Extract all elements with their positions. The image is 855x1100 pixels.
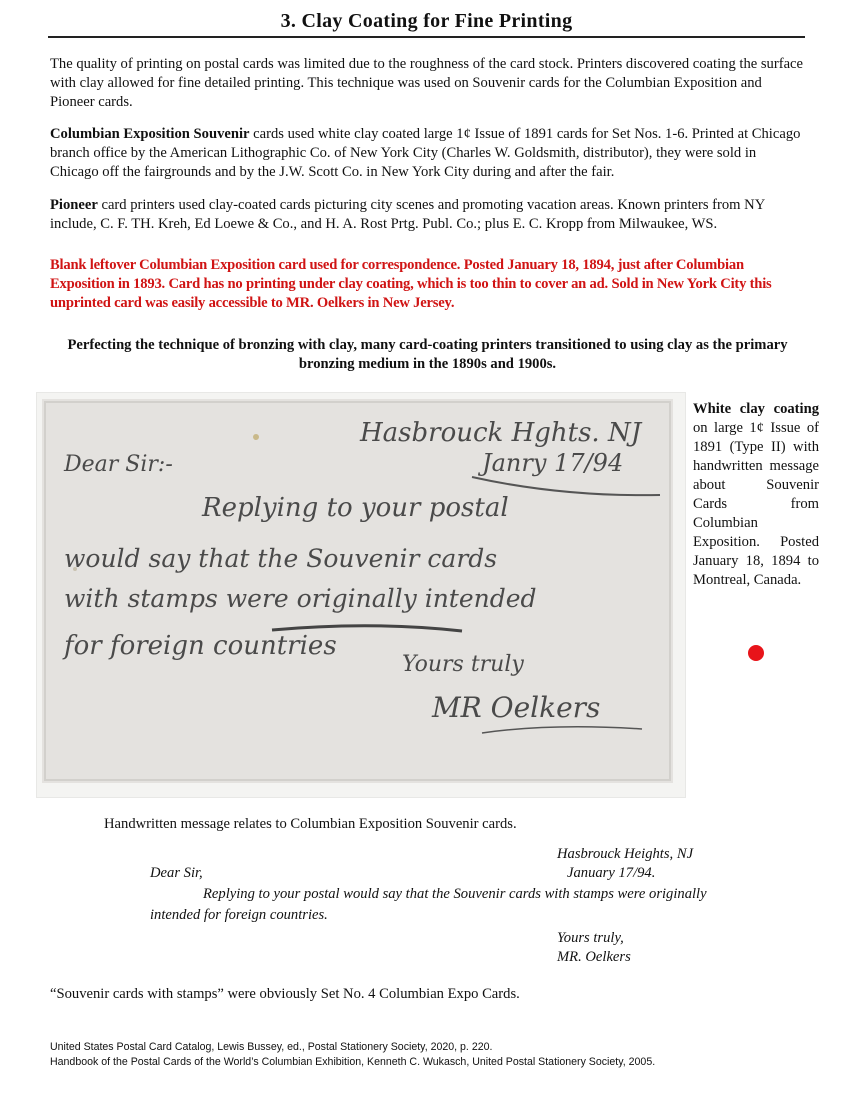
- title-rule: [48, 36, 805, 38]
- conclusion: “Souvenir cards with stamps” were obviously Set No. 4 Columbian Expo Cards.: [50, 986, 520, 1002]
- card-signature: MR Oelkers: [432, 691, 601, 724]
- side-note-text: on large 1¢ Issue of 1891 (Type II) with handwritten message about Souvenir Cards from Columbian Exposition. Posted January 18, 1894 to Montreal, Canada.: [693, 420, 819, 588]
- transcription-place: Hasbrouck Heights, NJ: [557, 846, 694, 862]
- transcription-signature: MR. Oelkers: [557, 949, 631, 965]
- transcription-body-line-2: intended for foreign countries.: [150, 907, 328, 923]
- red-dot: [748, 645, 764, 661]
- page-title: 3. Clay Coating for Fine Printing: [280, 10, 573, 32]
- card-line-1: Replying to your postal: [202, 493, 509, 523]
- bronzing-note: Perfecting the technique of bronzing with clay, many card-coating printers transitioned to using clay as the primary bronzing medium in the 1890s and 1900s.: [67, 337, 788, 372]
- pioneer-paragraph: [50, 196, 805, 234]
- transcription-date: January 17/94.: [567, 865, 656, 881]
- card-caption: Handwritten message relates to Columbian Exposition Souvenir cards.: [104, 816, 517, 832]
- pioneer-text: card printers used clay-coated cards picturing city scenes and promoting vacation areas. Known printers from NY include, C. F. TH. Kreh, Ed Loewe & Co., and H. A. Rost Prtg. Publ. Co.; plus E. C. Kropp from Milwaukee, WS.: [50, 197, 765, 232]
- reference-1: United States Postal Card Catalog, Lewis Bussey, ed., Postal Stationery Society, 2020, p. 220.: [50, 1041, 493, 1053]
- pioneer-lead: Pioneer: [50, 197, 98, 213]
- transcription-salutation: Dear Sir,: [150, 865, 203, 881]
- columbian-lead: Columbian Exposition Souvenir: [50, 126, 250, 142]
- card-line-2: would say that the Souvenir cards: [64, 544, 498, 573]
- card-speck: [253, 434, 259, 440]
- card-date: Janry 17/94: [482, 449, 624, 477]
- card-line-4: for foreign countries: [64, 631, 337, 661]
- transcription-body-line-1: Replying to your postal would say that the Souvenir cards with stamps were originally: [203, 886, 707, 902]
- card-salutation: Dear Sir:-: [64, 452, 173, 477]
- side-note-lead: White clay coating: [693, 401, 819, 417]
- intro-paragraph: The quality of printing on postal cards was limited due to the roughness of the card stock. Printers discovered coating the surface with clay allowed for fine detailed printing. This technique was used on Souvenir cards for the Columbian Exposition and Pioneer cards.: [50, 56, 803, 110]
- postal-card-image: [42, 399, 673, 783]
- reference-2: Handbook of the Postal Cards of the World’s Columbian Exhibition, Kenneth C. Wukasch, United Postal Stationery Society, 2005.: [50, 1056, 656, 1068]
- card-place: Hasbrouck Hghts. NJ: [360, 418, 642, 448]
- side-note: [693, 400, 819, 590]
- card-line-3: with stamps were originally intended: [64, 584, 537, 613]
- columbian-text: cards used white clay coated large 1¢ Issue of 1891 cards for Set Nos. 1-6. Printed at Chicago branch office by the American Lithographic Co. of New York City (Charles W. Goldsmith, distributor), they were sold in Chicago off the fairgrounds and by the J.W. Scott Co. in New York City during and after the fair.: [50, 126, 801, 180]
- card-closing: Yours truly: [402, 652, 524, 677]
- red-note: Blank leftover Columbian Exposition card used for correspondence. Posted January 18, 1894, just after Columbian Exposition in 1893. Card has no printing under clay coating, which is too thin to cover an ad. Sold in New York City this unprinted card was easily accessible to MR. Oelkers in New Jersey.: [50, 257, 772, 311]
- transcription-closing: Yours truly,: [557, 930, 624, 946]
- columbian-paragraph: [50, 125, 805, 182]
